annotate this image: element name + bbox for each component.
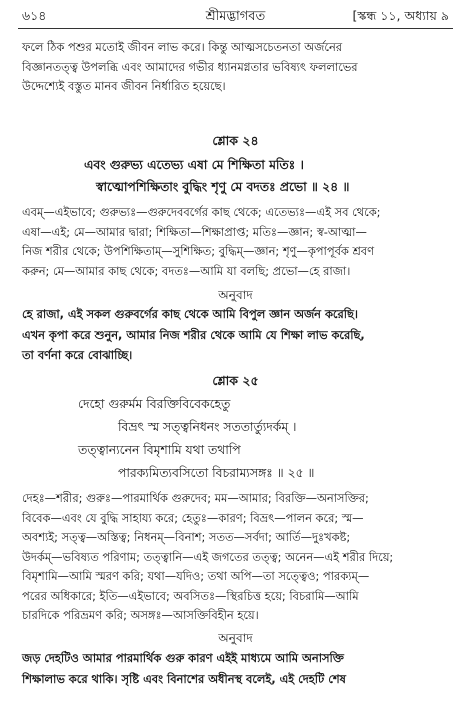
- translation-heading: অনুবাদ: [218, 288, 253, 302]
- intro-paragraph: [22, 38, 447, 97]
- page-header: [22, 6, 449, 26]
- page-number: ৬১৪: [22, 8, 47, 23]
- verse-line: এবং গুরুভ্য এতেভ্য এষা মে শিক্ষিতা মতিঃ ।: [84, 158, 304, 172]
- synonym-line: দেহঃ—শরীর; গুরুঃ—পারমার্থিক গুরুদেব; মম—আমার; বিরক্তি—অনাসক্তির;: [22, 491, 369, 505]
- sloka-25-translation: [22, 648, 447, 689]
- synonym-line: এবম্—এইভাবে; গুরুভ্যঃ—গুরুদেববর্গের কাছ থেকে; এতেভ্যঃ—এই সব থেকে;: [22, 205, 381, 219]
- text-line: উদ্দেশ্যেই বস্তুত মানব জীবন নির্ধারিত হয়েছে।: [22, 79, 226, 93]
- text-line: বিজ্ঞানতত্ত্ব উপলব্ধি এবং আমাদের গভীর ধ্যানমগ্নতার ভবিষ্যৎ ফললাভের: [22, 59, 358, 74]
- verse-line: তত্ত্বান্যনেন বিমৃশামি যথা তথাপি: [78, 443, 241, 457]
- synonym-line: অবশ্যই; সত্ত্ব—অস্তিত্ব; নিধনম্—বিনাশ; সতত—সর্বদা; আর্তি—দুঃখকষ্ট;: [22, 530, 351, 544]
- synonym-line: উদর্কম্—ভবিষ্যত পরিণাম; তত্ত্বানি—এই জগতের তত্ত্ব; অনেন—এই শরীর দিয়ে;: [22, 549, 394, 564]
- synonym-line: বিবেক—এবং যে বুদ্ধি সাহায্য করে; হেতুঃ—কারণ; বিভ্রৎ—পালন করে; স্ম—: [22, 510, 364, 525]
- translation-line: তা বর্ণনা করে বোঝাচ্ছি।: [22, 348, 133, 362]
- book-title: শ্রীমদ্ভাগবত: [205, 9, 266, 24]
- translation-line: শিক্ষালাভ করে থাকি। সৃষ্টি এবং বিনাশের অধীনস্থ বলেই, এই দেহটি শেষ: [22, 671, 346, 686]
- translation-line: হে রাজা, এই সকল গুরুবর্গের কাছ থেকে আমি বিপুল জ্ঞান অর্জন করেছি।: [22, 307, 358, 321]
- synonym-line: পরের অধিকারে; ইতি—এইভাবে; অবসিতঃ—স্থিরচিত্ত হয়ে; বিচরামি—আমি: [22, 588, 359, 603]
- verse-line: স্বাত্মোপশিক্ষিতাং বুদ্ধিং শৃণু মে বদতঃ প্রভো ॥ ২৪ ॥: [96, 180, 350, 194]
- translation-line: এখন কৃপা করে শুনুন, আমার নিজ শরীর থেকে আমি যে শিক্ষা লাভ করেছি,: [22, 327, 365, 342]
- header-rule: [18, 28, 453, 29]
- verse-line: পারক্যমিত্যবসিতো বিচরাম্যসঙ্গঃ ॥ ২৫ ॥: [118, 466, 315, 480]
- synonym-line: চারদিকে পরিভ্রমণ করি; অসঙ্গঃ—আসক্তিবিহীন হয়ে।: [22, 608, 259, 622]
- verse-line: বিভ্রৎ স্ম সত্ত্বনিধনং সততার্ত্যুদর্কম্ ।: [118, 420, 297, 434]
- sloka-25-heading: শ্লোক ২৫: [212, 373, 259, 388]
- sloka-24-synonyms: [22, 203, 447, 281]
- sloka-24-translation: [22, 304, 447, 366]
- text-line: ফলে ঠিক পশুর মতোই জীবন লাভ করে। কিন্তু আত্মসচেতনতা অর্জনের: [22, 40, 343, 54]
- sloka-24-heading: শ্লোক ২৪: [212, 133, 259, 148]
- synonym-line: বিমৃশামি—আমি স্মরণ করি; যথা—যদিও; তথা অপি—তা সত্ত্বেও; পারক্যম্—: [22, 569, 370, 583]
- synonym-line: এষা—এই; মে—আমার দ্বারা; শিক্ষিতা—শিক্ষাপ্রাপ্ত; মতিঃ—জ্ঞান; স্ব-আত্মা—: [22, 224, 367, 239]
- translation-line: জড় দেহটিও আমার পারমার্থিক গুরু কারণ এইই মাধ্যমে আমি অনাসক্তি: [22, 651, 344, 665]
- sloka-25-synonyms: [22, 489, 447, 626]
- section-reference: [স্কন্ধ ১১, অধ্যায় ৯: [352, 8, 449, 23]
- translation-heading: অনুবাদ: [218, 631, 253, 645]
- synonym-line: নিজ শরীর থেকে; উপশিক্ষিতাম্—সুশিক্ষিত; বুদ্ধিম্—জ্ঞান; শৃণু—কৃপাপূর্বক শ্রবণ: [22, 244, 375, 258]
- synonym-line: করুন; মে—আমার কাছ থেকে; বদতঃ—আমি যা বলছি; প্রভো—হে রাজা।: [22, 263, 351, 278]
- verse-line: দেহো গুরুর্মম বিরক্তিবিবেকহেতু: [78, 397, 231, 411]
